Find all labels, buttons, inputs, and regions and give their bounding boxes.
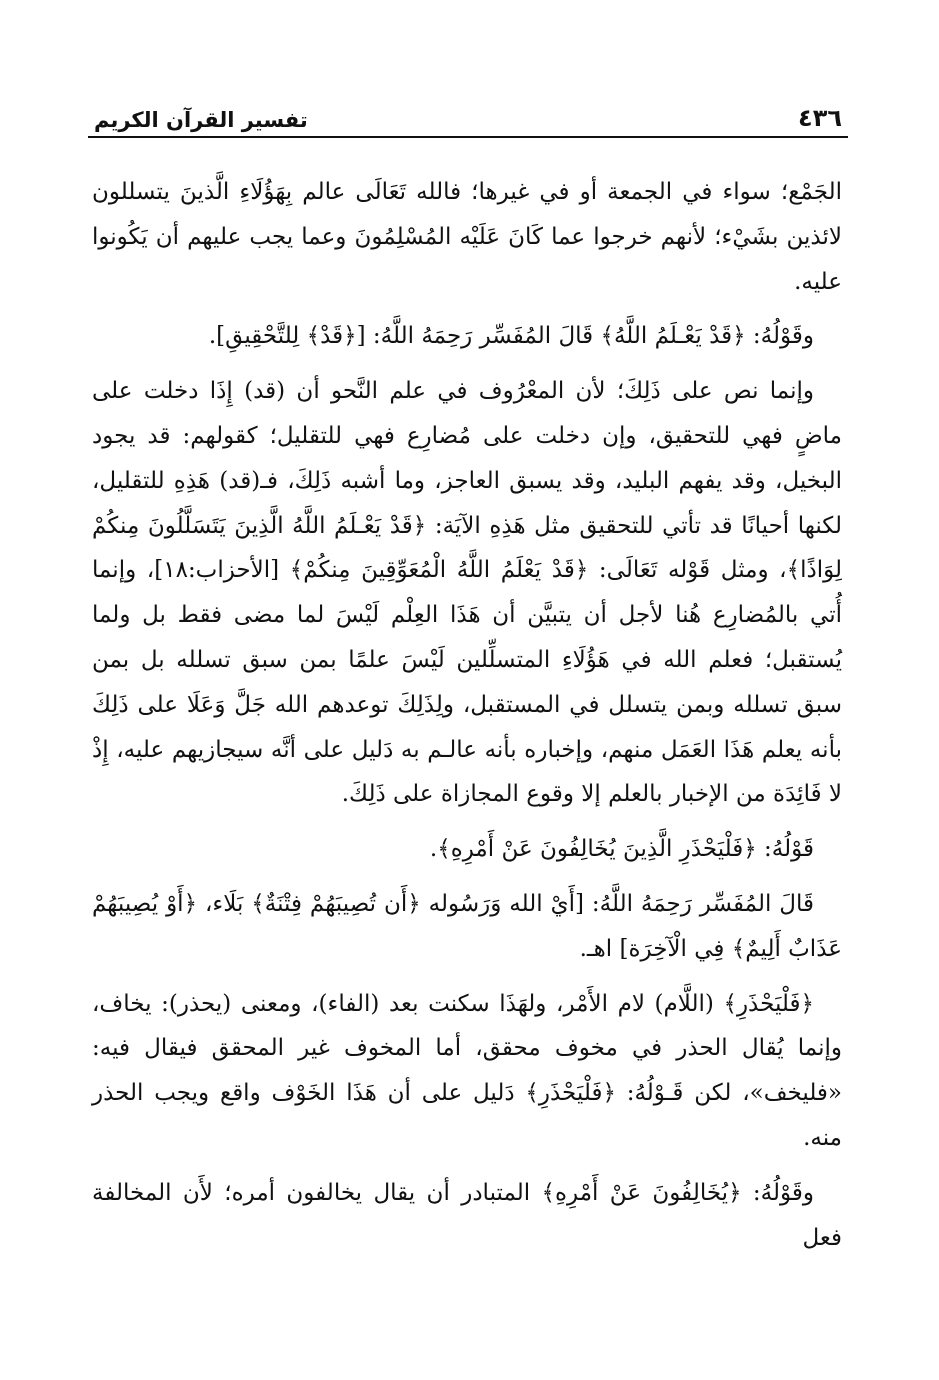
page-title: تفسير القرآن الكريم [94, 108, 308, 132]
header-divider [88, 136, 848, 138]
paragraph: ﴿فَلْيَحْذَرِ﴾ (اللَّام) لام الأَمْر، ولهَذَا سكنت بعد (الفاء)، ومعنى (يحذر): يخاف، وإنما يُقال الحذر في مخوف محقق، أما المخوف غير المحقق فيقال فيه: «فليخف»، لكن قَـوْلُهُ: ﴿فَلْيَحْذَرِ﴾ دَليل على أن هَذَا الخَوْف واقع ويجب الحذر منه. [92, 990, 842, 1151]
body-text [92, 170, 842, 1270]
paragraph: الجَمْع؛ سواء في الجمعة أو في غيرها؛ فالله تَعَالَى عالم بِهَؤُلَاءِ الَّذينَ يتسللون لائذين بشَيْء؛ لأنهم خرجوا عما كَانَ عَلَيْه المُسْلِمُونَ وعما يجب عليهم أن يَكُونوا عليه. [92, 179, 842, 295]
paragraph: وقَوْلُهُ: ﴿يُخَالِفُونَ عَنْ أَمْرِهِ﴾ المتبادر أن يقال يخالفون أمره؛ لأَن المخالفة فعل [92, 1179, 842, 1251]
page-number: ٤٣٦ [798, 104, 842, 132]
paragraph: قَوْلُهُ: ﴿فَلْيَحْذَرِ الَّذِينَ يُخَالِفُونَ عَنْ أَمْرِهِ﴾. [429, 836, 814, 863]
paragraph: وإنما نص على ذَلِكَ؛ لأن المعْرُوف في علم النَّحو أن (قد) إِذَا دخلت على ماضٍ فهي للتحقيق، وإن دخلت على مُضارِع فهي للتقليل؛ كقولهم: قد يجود البخيل، وقد يفهم البليد، وقد يسبق العاجز، وما أشبه ذَلِكَ، فـ(قد) هَذِهِ للتقليل، لكنها أحيانًا قد تأتي للتحقيق مثل هَذِهِ الآيَة: ﴿قَدْ يَعْـلَمُ اللَّهُ الَّذِينَ يَتَسَلَّلُونَ مِنكُمْ لِوَاذًا﴾، ومثل قَوْله تَعَالَى: ﴿قَدْ يَعْلَمُ اللَّهُ الْمُعَوِّقِينَ مِنكُمْ﴾ [الأحزاب:١٨]، وإنما أُتي بالمُضارِع هُنا لأجل أن يتبيَّن أن هَذَا العِلْم لَيْسَ لما مضى فقط بل ولما يُستقبل؛ فعلم الله في هَؤُلَاءِ المتسلِّلين لَيْسَ علمًا بمن سبق تسلله بل بمن سبق تسلله وبمن يتسلل في المستقبل، ولِذَلِكَ توعدهم الله جَلَّ وَعَلَا على ذَلِكَ بأنه يعلم هَذَا العَمَل منهم، وإخباره بأنه عالـم به دَليل على أنَّه سيجازيهم عليه، إِذْ لا فَائِدَة من الإخبار بالعلم إلا وقوع المجازاة على ذَلِكَ. [92, 378, 842, 808]
paragraph: وقَوْلُهُ: ﴿قَدْ يَعْـلَمُ اللَّهُ﴾ قَالَ المُفَسِّر رَحِمَهُ اللَّهُ: [﴿قَدْ﴾ لِلتَّحْقِيقِ]. [208, 323, 814, 350]
paragraph: قَالَ المُفَسِّر رَحِمَهُ اللَّهُ: [أَيْ الله وَرَسُوله ﴿أَن تُصِيبَهُمْ فِتْنَةٌ﴾ بَلَاء، ﴿أَوْ يُصِيبَهُمْ عَذَابٌ أَلِيمٌ﴾ فِي الْآخِرَة] اهـ. [92, 890, 842, 962]
page-header [88, 92, 848, 132]
